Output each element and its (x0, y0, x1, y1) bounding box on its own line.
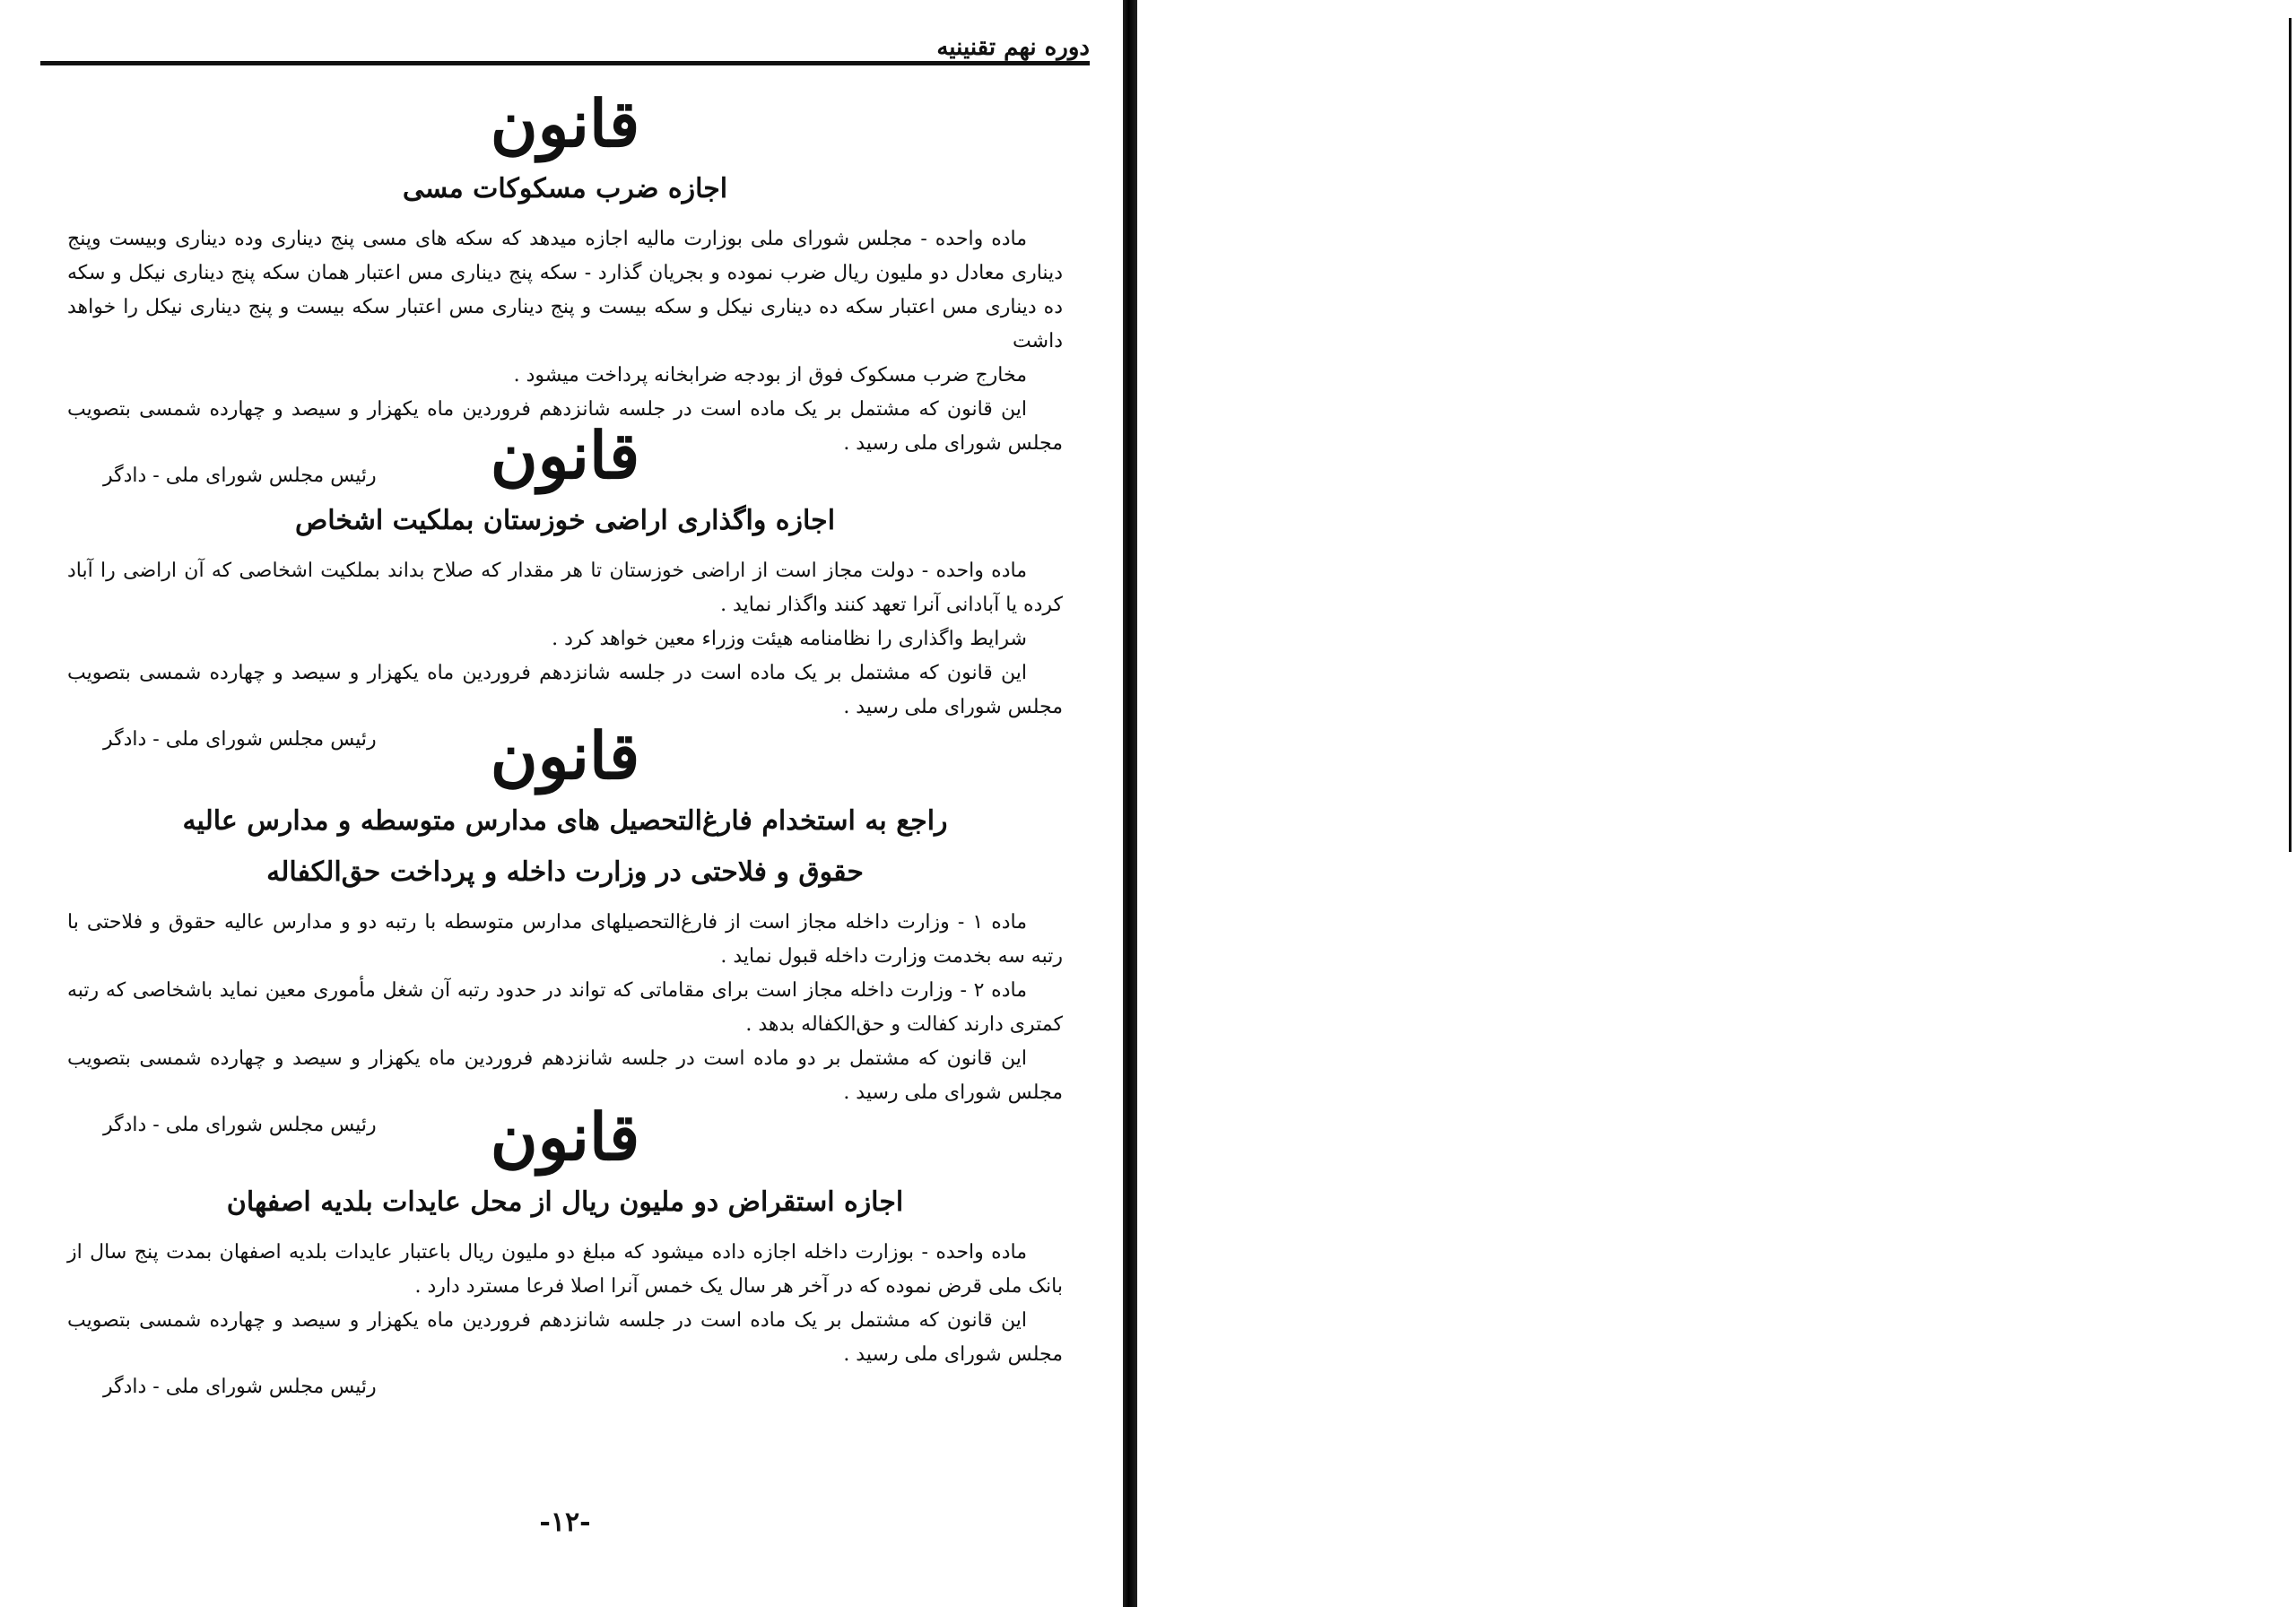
law-title: قانون (490, 85, 640, 161)
law-paragraph: ماده ۱ - وزارت داخله مجاز است از فارغ‌التحصیلهای مدارس متوسطه با رتبه دو و مدارس عالیه حقوق و فلاحتی با رتبه سه بخدمت وزارت داخله قبول نماید . (67, 911, 1063, 969)
law-subtitle: اجازه استقراض دو ملیون ریال از محل عایدات بلدیه اصفهان (226, 1186, 904, 1219)
law-paragraph: ماده واحده - بوزارت داخله اجازه داده میشود که مبلغ دو ملیون ریال باعتبار عایدات بلدیه اصفهان بمدت پنج سال از بانک ملی قرض نموده که در آخر هر سال یک خمس آنرا اصلا فرعا مسترد دارد . (67, 1241, 1063, 1299)
binding-spine (1123, 0, 1137, 1607)
law-subtitle: راجع به استخدام فارغ‌التحصیل های مدارس متوسطه و مدارس عالیه (182, 805, 948, 838)
law-section-4 (67, 1101, 1063, 1403)
signature: رئیس مجلس شورای ملی - دادگر (103, 728, 377, 751)
signature-row (67, 1372, 1063, 1403)
law-paragraph: شرایط واگذاری را نظامنامه هیئت وزراء معین خواهد کرد . (552, 628, 1027, 651)
law-section-3 (67, 717, 1063, 1141)
law-section-2 (67, 417, 1063, 755)
law-paragraph: ماده واحده - مجلس شورای ملی بوزارت مالیه اجازه میدهد که سکه های مسی پنج دیناری وده دیناری وبیست وپنج دیناری معادل دو ملیون ریال ضرب نموده و بجریان گذارد - سکه پنج دیناری مس اعتبار همان سکه پنج دیناری نیکل و سکه ده دیناری مس اعتبار سکه ده دیناری نیکل و سکه بیست و پنج دیناری مس اعتبار سکه بیست و پنج دیناری نیکل را خواهد داشت (67, 228, 1063, 353)
law-paragraph: این قانون که مشتمل بر دو ماده است در جلسه شانزدهم فروردین ماه یکهزار و سیصد و چهارده شمسی بتصویب مجلس شورای ملی رسید . (67, 1047, 1063, 1105)
page-number: -۱۲- (539, 1507, 591, 1538)
signature: رئیس مجلس شورای ملی - دادگر (103, 465, 377, 488)
law-title: قانون (490, 717, 640, 794)
law-paragraph: ماده واحده - دولت مجاز است از اراضی خوزستان تا هر مقدار که صلاح بداند بملکیت اشخاصی که آن اراضی را آباد کرده یا آبادانی آنرا تعهد کنند واگذار نماید . (67, 560, 1063, 617)
law-paragraph: مخارج ضرب مسکوک فوق از بودجه ضرابخانه پرداخت میشود . (513, 364, 1027, 387)
document-page (40, 25, 1090, 1585)
law-title: قانون (490, 417, 640, 493)
law-subtitle: اجازه ضرب مسکوکات مسی (402, 173, 728, 205)
signature: رئیس مجلس شورای ملی - دادگر (103, 1114, 377, 1137)
law-subtitle: اجازه واگذاری اراضی خوزستان بملکیت اشخاص (294, 505, 836, 537)
running-head: دوره نهم تقنینیه (936, 34, 1090, 61)
law-paragraph: این قانون که مشتمل بر یک ماده است در جلسه شانزدهم فروردین ماه یکهزار و سیصد و چهارده شمسی بتصویب مجلس شورای ملی رسید . (67, 1309, 1063, 1367)
law-paragraph: این قانون که مشتمل بر یک ماده است در جلسه شانزدهم فروردین ماه یکهزار و سیصد و چهارده شمسی بتصویب مجلس شورای ملی رسید . (67, 398, 1063, 456)
law-paragraph: این قانون که مشتمل بر یک ماده است در جلسه شانزدهم فروردین ماه یکهزار و سیصد و چهارده شمسی بتصویب مجلس شورای ملی رسید . (67, 662, 1063, 719)
law-paragraph: ماده ۲ - وزارت داخله مجاز است برای مقاماتی که تواند در حدود رتبه آن شغل مأموری معین نماید باشخاصی که رتبه کمتری دارند کفالت و حق‌الکفاله بدهد . (67, 979, 1063, 1037)
signature: رئیس مجلس شورای ملی - دادگر (103, 1376, 377, 1399)
page-edge-line (2289, 18, 2292, 852)
law-subtitle-line-2: حقوق و فلاحتی در وزارت داخله و پرداخت حق‌الکفاله (266, 856, 864, 889)
header-rule (40, 61, 1090, 65)
law-title: قانون (490, 1099, 640, 1175)
